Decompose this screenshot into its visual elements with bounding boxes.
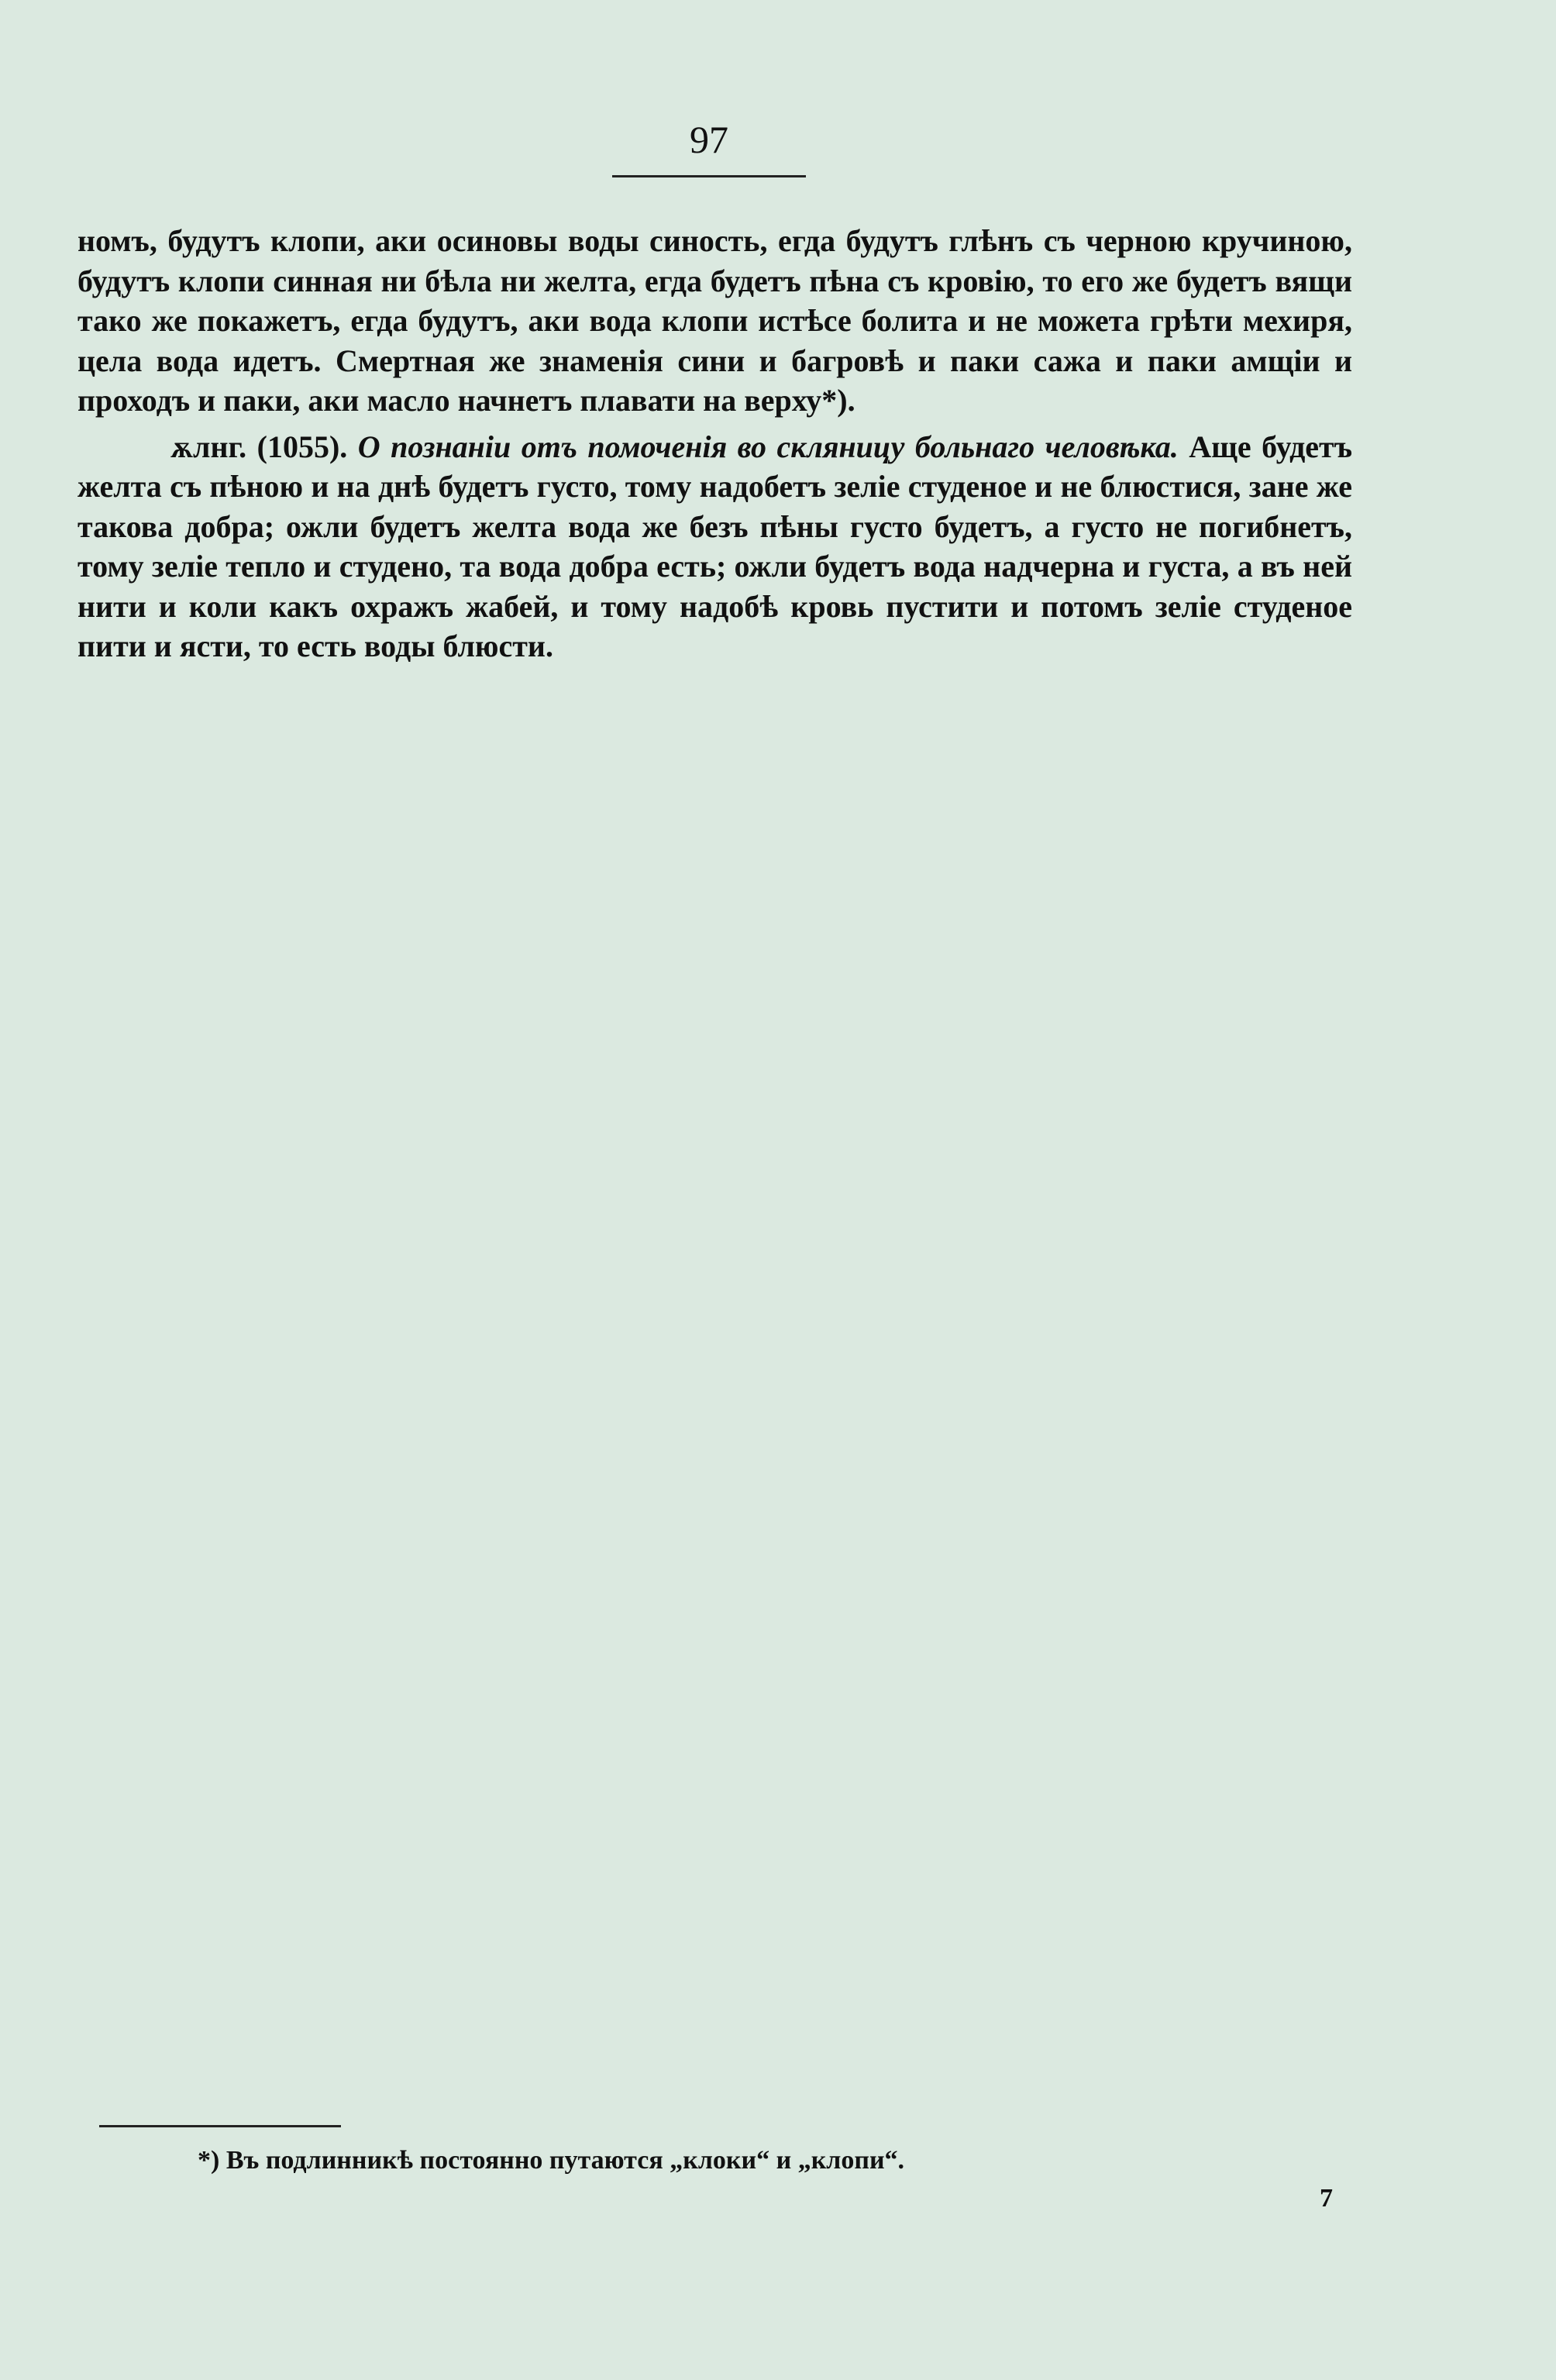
header-rule [612, 175, 806, 177]
footnote: *) Въ подлинникѣ постоянно путаются „клоки“ и „клопи“. [198, 2146, 905, 2175]
footnote-rule [99, 2125, 341, 2127]
article-text: Аще будетъ желта съ пѣною и на днѣ будетъ густо, тому надобетъ зеліе студеное и не блюстися, зане же такова добра; ожли будетъ желта вода же безъ пѣны густо будетъ, а густо не погибнетъ, тому зеліе тепло и студено, та вода добра есть; ожли будетъ вода надчерна и густа, а въ ней нити и коли какъ охражъ жабей, и тому надобѣ кровь пустити и потомъ зеліе студеное пити и ясти, то есть воды блюсти. [77, 429, 1353, 663]
signature-mark: 7 [1320, 2184, 1333, 2213]
article-number: ѫлнг. (1055). [170, 429, 348, 464]
article-title: О познаніи отъ помоченія во скляницу больнаго человѣка. [357, 429, 1179, 464]
paragraph-article [77, 427, 1352, 666]
page-number: 97 [690, 118, 728, 161]
body-text [77, 221, 1352, 666]
paragraph-continuation: номъ, будутъ клопи, аки осиновы воды синость, егда будутъ глѣнъ съ черною кручиною, будутъ клопи синная ни бѣла ни желта, егда будетъ пѣна съ кровію, то его же будетъ вящи тако же покажетъ, егда будутъ, аки вода клопи истѣсе болита и не можета грѣти мехиря, цела вода идетъ. Смертная же знаменія сини и багровѣ и паки сажа и паки амщіи и проходъ и паки, аки масло начнетъ плавати на верху*). [77, 223, 1352, 418]
